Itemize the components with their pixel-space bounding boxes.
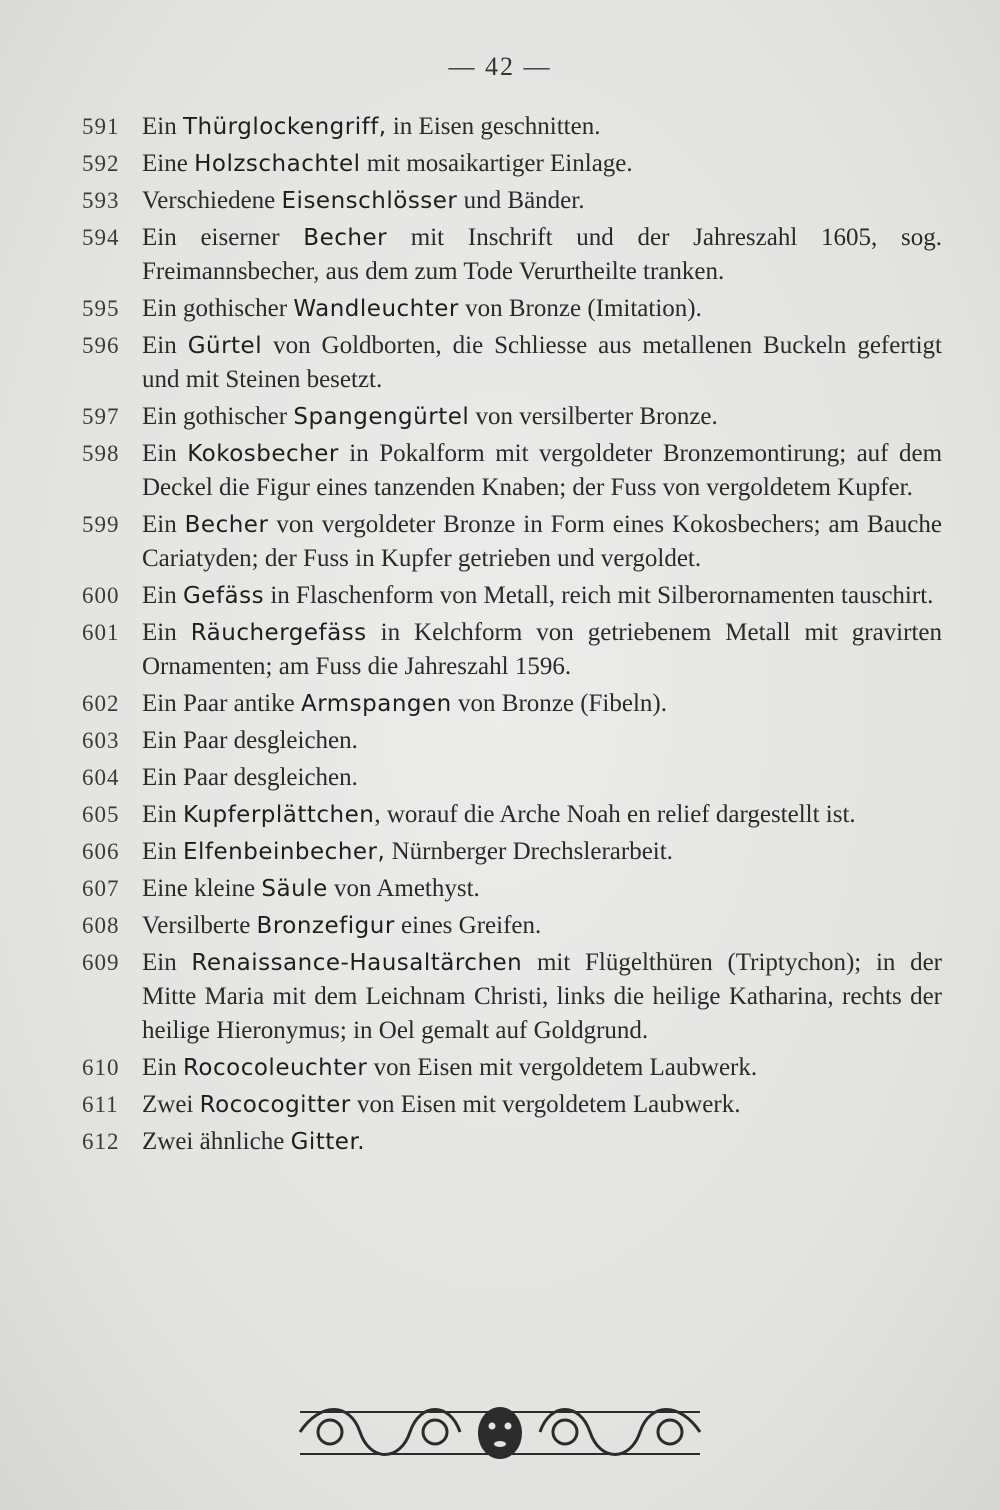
catalog-entry bbox=[82, 110, 942, 144]
entry-text: Ein gothischer bbox=[142, 295, 294, 322]
entry-text: , worauf die Arche Noah en relief dargestellt ist. bbox=[374, 801, 856, 828]
catalog-entry bbox=[82, 872, 942, 906]
entry-keyword: Säule bbox=[261, 876, 328, 902]
catalog-entry-list bbox=[82, 110, 942, 1162]
catalog-entry bbox=[82, 508, 942, 576]
entry-keyword: Kupferplättchen bbox=[182, 802, 375, 828]
entry-text: Ein bbox=[142, 332, 188, 359]
entry-number: 607 bbox=[82, 876, 120, 901]
entry-number: 605 bbox=[82, 802, 120, 827]
entry-number: 592 bbox=[82, 151, 120, 176]
entry-text: in Flaschenform von Metall, reich mit Silberornamenten tauschirt. bbox=[264, 582, 934, 609]
entry-text: von Bronze (Imitation). bbox=[458, 295, 702, 322]
entry-keyword: Holzschachtel bbox=[194, 151, 361, 177]
entry-keyword: Rococoleuchter bbox=[182, 1055, 368, 1081]
entry-text: Zwei ähnliche bbox=[142, 1128, 291, 1155]
catalog-entry bbox=[82, 724, 942, 758]
entry-number: 591 bbox=[82, 114, 120, 139]
entry-number: 612 bbox=[82, 1129, 120, 1154]
entry-number: 609 bbox=[82, 950, 120, 975]
entry-number: 608 bbox=[82, 913, 120, 938]
entry-text: mit Flügelthüren (Triptychon); in der Mitte Maria mit dem Leichnam Christi, links die heilige Katharina, rechts der heilige Hieronymus; in Oel gemalt auf Goldgrund. bbox=[142, 949, 943, 1044]
catalog-entry bbox=[82, 1051, 942, 1085]
entry-text: Ein bbox=[142, 838, 183, 865]
entry-keyword: Eisenschlösser bbox=[281, 188, 458, 214]
entry-number: 595 bbox=[82, 296, 120, 321]
entry-text: von vergoldeter Bronze in Form eines Kokosbechers; am Bauche Cariatyden; der Fuss in Kupfer getrieben und vergoldet. bbox=[142, 511, 942, 572]
entry-number: 603 bbox=[82, 728, 120, 753]
entry-text: in Eisen geschnitten. bbox=[386, 113, 601, 140]
entry-keyword: Elfenbeinbecher, bbox=[182, 839, 386, 865]
entry-number: 602 bbox=[82, 691, 120, 716]
entry-keyword: Gürtel bbox=[187, 333, 263, 359]
entry-text: Ein bbox=[142, 113, 183, 140]
entry-text: Eine kleine bbox=[142, 875, 262, 902]
entry-text: von Eisen mit vergoldetem Laubwerk. bbox=[367, 1054, 758, 1081]
entry-text: Zwei bbox=[142, 1091, 200, 1118]
entry-keyword: Bronzefigur bbox=[256, 913, 395, 939]
catalog-entry bbox=[82, 798, 942, 832]
entry-text: Ein bbox=[142, 511, 185, 538]
entry-text: von Bronze (Fibeln). bbox=[451, 690, 667, 717]
entry-keyword: Kokosbecher bbox=[187, 441, 339, 467]
entry-keyword: Gitter. bbox=[290, 1129, 366, 1155]
entry-number: 600 bbox=[82, 583, 120, 608]
entry-number: 610 bbox=[82, 1055, 120, 1080]
catalog-entry bbox=[82, 579, 942, 613]
page-number: — 42 — bbox=[448, 52, 552, 81]
catalog-entry bbox=[82, 1088, 942, 1122]
entry-text: Ein bbox=[142, 1054, 183, 1081]
entry-keyword: Wandleuchter bbox=[293, 296, 459, 322]
entry-text: in Kelchform von getriebenem Metall mit gravirten Ornamenten; am Fuss die Jahreszahl 1596. bbox=[142, 619, 942, 680]
entry-text: Ein bbox=[142, 801, 183, 828]
entry-text: Verschiedene bbox=[142, 187, 282, 214]
catalog-entry bbox=[82, 687, 942, 721]
entry-text: Versilberte bbox=[142, 912, 257, 939]
entry-number: 596 bbox=[82, 333, 120, 358]
catalog-entry bbox=[82, 437, 942, 505]
entry-text: mit mosaikartiger Einlage. bbox=[360, 150, 633, 177]
entry-number: 594 bbox=[82, 225, 120, 250]
entry-text: Ein bbox=[142, 582, 183, 609]
entry-keyword: Rococogitter bbox=[199, 1092, 351, 1118]
entry-keyword: Thürglockengriff, bbox=[182, 114, 387, 140]
entry-text: Ein eiserner bbox=[142, 224, 304, 251]
entry-text: Ein bbox=[142, 949, 192, 976]
catalog-entry bbox=[82, 909, 942, 943]
entry-text: Ein gothischer bbox=[142, 403, 294, 430]
entry-text: von Eisen mit vergoldetem Laubwerk. bbox=[350, 1091, 741, 1118]
entry-keyword: Räuchergefäss bbox=[190, 620, 367, 646]
catalog-entry bbox=[82, 147, 942, 181]
entry-text: Eine bbox=[142, 150, 195, 177]
entry-text: in Pokalform mit vergoldeter Bronzemontirung; auf dem Deckel die Figur eines tanzenden Knaben; der Fuss von vergoldetem Kupfer. bbox=[142, 440, 943, 501]
entry-keyword: Becher bbox=[303, 225, 388, 251]
entry-text: und Bänder. bbox=[457, 187, 585, 214]
entry-text: Ein bbox=[142, 619, 191, 646]
entry-keyword: Armspangen bbox=[300, 691, 452, 717]
entry-text: Ein Paar desgleichen. bbox=[142, 727, 358, 754]
entry-text: von Goldborten, die Schliesse aus metallenen Buckeln gefertigt und mit Steinen besetzt. bbox=[142, 332, 943, 393]
catalog-entry bbox=[82, 329, 942, 397]
entry-keyword: Renaissance-Hausaltärchen bbox=[191, 950, 523, 976]
entry-number: 597 bbox=[82, 404, 120, 429]
catalog-entry bbox=[82, 616, 942, 684]
entry-text: Nürnberger Drechslerarbeit. bbox=[385, 838, 673, 865]
catalog-entry bbox=[82, 1125, 942, 1159]
entry-number: 601 bbox=[82, 620, 120, 645]
entry-text: Ein Paar desgleichen. bbox=[142, 764, 358, 791]
entry-number: 611 bbox=[82, 1092, 119, 1117]
entry-text: Ein Paar antike bbox=[142, 690, 301, 717]
catalog-entry bbox=[82, 400, 942, 434]
catalog-entry bbox=[82, 946, 942, 1048]
decorative-tailpiece-ornament bbox=[290, 1392, 710, 1472]
catalog-entry bbox=[82, 292, 942, 326]
entry-number: 606 bbox=[82, 839, 120, 864]
catalog-entry bbox=[82, 221, 942, 289]
entry-text: von Amethyst. bbox=[327, 875, 480, 902]
entry-number: 604 bbox=[82, 765, 120, 790]
entry-number: 593 bbox=[82, 188, 120, 213]
catalog-entry bbox=[82, 835, 942, 869]
entry-text: Ein bbox=[142, 440, 188, 467]
entry-keyword: Becher bbox=[184, 512, 269, 538]
entry-keyword: Spangengürtel bbox=[293, 404, 470, 430]
entry-keyword: Gefäss bbox=[182, 583, 265, 609]
entry-text: mit Inschrift und der Jahreszahl 1605, sog. Freimannsbecher, aus dem zum Tode Verurtheilte tranken. bbox=[142, 224, 942, 285]
catalog-entry bbox=[82, 761, 942, 795]
catalog-entry bbox=[82, 184, 942, 218]
entry-number: 598 bbox=[82, 441, 120, 466]
entry-text: eines Greifen. bbox=[394, 912, 542, 939]
entry-text: von versilberter Bronze. bbox=[469, 403, 718, 430]
entry-number: 599 bbox=[82, 512, 120, 537]
